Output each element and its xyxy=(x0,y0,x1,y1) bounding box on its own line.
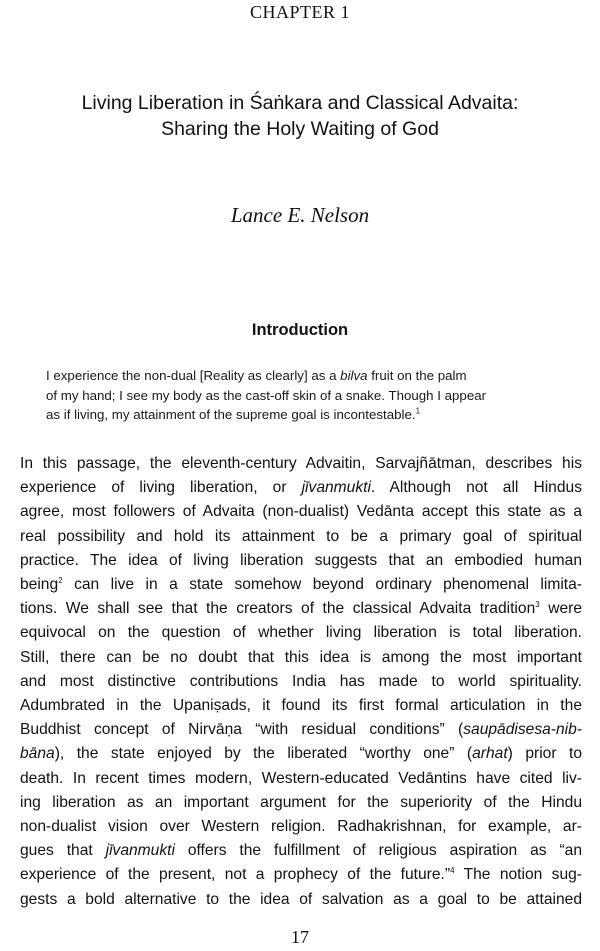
italic-term: jīvanmukti xyxy=(105,842,175,860)
body-line: equivocal on the question of whether living liberation is total liberation. xyxy=(20,624,582,642)
italic-term: arhat xyxy=(472,745,508,763)
epigraph xyxy=(46,366,548,425)
epigraph-line-3-text: as if living, my attainment of the supreme goal is incontestable. xyxy=(46,407,416,422)
chapter-label: CHAPTER 1 xyxy=(249,2,350,22)
epigraph-line-1: I experience the non-dual [Reality as clearly] as a bilva fruit on the palm xyxy=(46,368,467,383)
author-name: Lance E. Nelson xyxy=(230,203,370,227)
italic-term: jīvanmukti xyxy=(301,479,371,497)
body-line: gues that jīvanmukti offers the fulfillment of religious aspiration as “an xyxy=(20,842,582,860)
body-line: tions. We shall see that the creators of the classical Advaita tradition$^3$ were xyxy=(20,600,582,618)
chapter-title xyxy=(40,90,560,142)
body-line: being$^2$ can live in a state somehow beyond ordinary phenomenal limita- xyxy=(20,575,582,594)
epigraph-line-3 xyxy=(46,405,548,425)
body-line: real possibility and hold its attainment to be a primary goal of spiritual xyxy=(20,527,582,545)
body-line: Buddhist concept of Nirvāṇa “with residual conditions” (saupādisesa-nib- xyxy=(20,721,582,739)
body-line: Adumbrated in the Upaniṣads, it found its first formal articulation in the xyxy=(20,697,582,715)
body-line: non-dualist vision over Western religion. Radhakrishnan, for example, ar- xyxy=(20,818,582,836)
title-line-1: Living Liberation in Śaṅkara and Classical Advaita: xyxy=(81,92,519,114)
body-line: agree, most followers of Advaita (non-dualist) Vedānta accept this state as a xyxy=(20,503,582,521)
body-line: ing liberation as an important argument for the superiority of the Hindu xyxy=(20,793,582,811)
body-line: death. In recent times modern, Western-educated Vedāntins have cited liv- xyxy=(20,769,582,787)
footnote-mark: 3 xyxy=(535,600,540,610)
body-line: practice. The idea of living liberation suggests that an embodied human xyxy=(20,551,582,569)
footnote-mark: 2 xyxy=(58,575,63,585)
footnote-mark: 4 xyxy=(450,866,455,876)
page-number: 17 xyxy=(291,927,309,947)
epigraph-line-2: of my hand; I see my body as the cast-off skin of a snake. Though I appear xyxy=(46,387,487,403)
italic-term: bilva xyxy=(340,368,368,383)
body-line: and most distinctive contributions India has made to world spirituality. xyxy=(20,672,582,690)
body-text xyxy=(20,452,582,912)
body-line: gests a bold alternative to the idea of salvation as a goal to be attained xyxy=(20,890,582,908)
body-line: In this passage, the eleventh-century Advaitin, Sarvajñātman, describes his xyxy=(20,455,582,472)
body-line: experience of the present, not a prophecy of the future.”$^4$ The notion sug- xyxy=(20,866,582,884)
footnote-mark-1: 1 xyxy=(415,406,421,416)
title-line-2: Sharing the Holy Waiting of God xyxy=(161,118,439,140)
italic-term: saupādisesa-nib- xyxy=(463,721,582,739)
section-heading: Introduction xyxy=(251,321,349,339)
body-line: experience of living liberation, or jīvanmukti. Although not all Hindus xyxy=(20,479,582,497)
body-line: bāna), the state enjoyed by the liberated “worthy one” (arhat) prior to xyxy=(20,745,582,763)
italic-term: bāna xyxy=(20,745,55,763)
body-line: Still, there can be no doubt that this idea is among the most important xyxy=(20,648,582,666)
